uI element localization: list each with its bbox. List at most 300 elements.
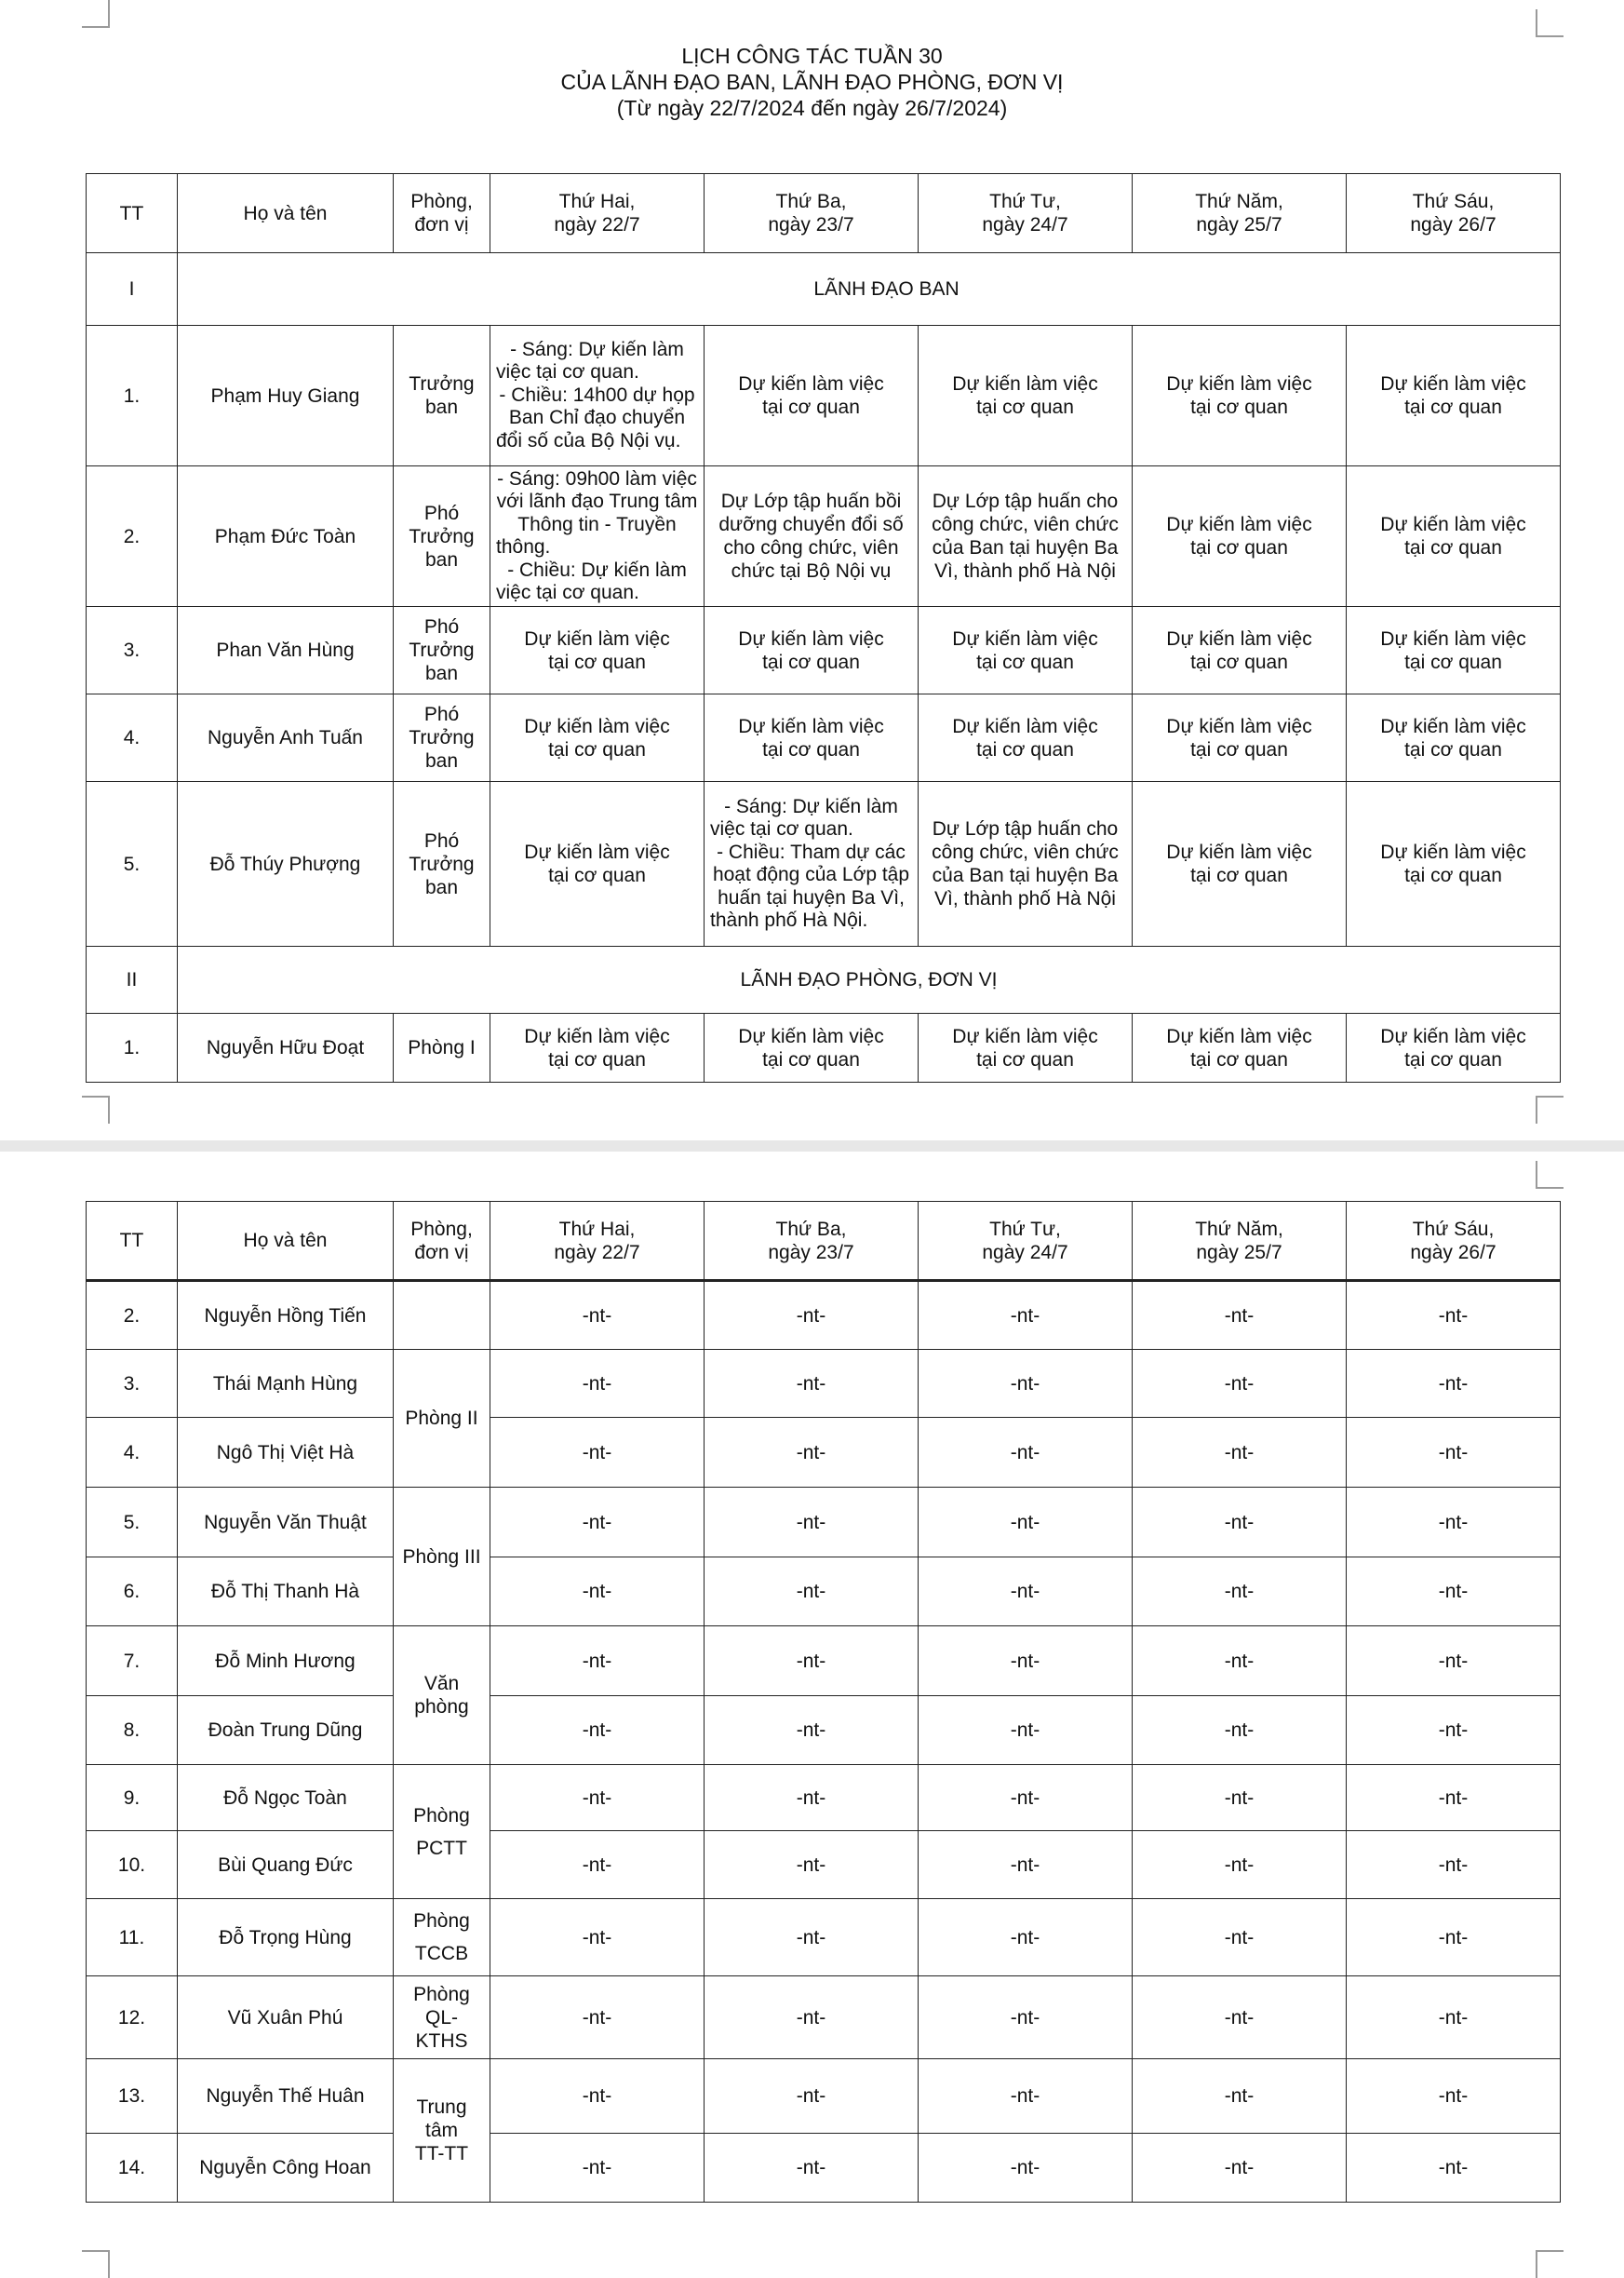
table-row [87,2134,1561,2203]
dept-line: tâm [424,2120,458,2141]
dept-line: Trưởng [409,640,475,661]
dept-cell [394,1626,490,1765]
schedule-cell-wednesday: -nt- [919,1831,1133,1899]
schedule-cell-monday: -nt- [490,1765,705,1831]
row-number: 4. [87,1418,178,1488]
dept-line: ban [424,397,459,418]
schedule-cell-friday [1347,694,1561,782]
schedule-cell-wednesday: -nt- [919,1696,1133,1765]
schedule-cell-wednesday [919,326,1133,466]
person-name: Vũ Xuân Phú [178,1976,394,2059]
schedule-line: Dự kiến làm việc [952,627,1098,650]
person-name: Nguyễn Công Hoan [178,2134,394,2203]
schedule-line: Dự kiến làm việc [952,373,1098,395]
table-row [87,1626,1561,1696]
dept-cell [394,694,490,782]
schedule-cell-wednesday: -nt- [919,1899,1133,1976]
dept-line: Phó [423,704,460,725]
schedule-cell-wednesday: -nt- [919,1976,1133,2059]
schedule-cell-wednesday [919,1014,1133,1083]
header-tt: TT [87,1202,178,1281]
header-date: ngày 26/7 [1410,214,1496,236]
crop-mark [1536,1096,1564,1124]
row-number: 7. [87,1626,178,1696]
schedule-cell-thursday [1133,607,1347,694]
schedule-cell-monday: -nt- [490,1281,705,1350]
table-row [87,1831,1561,1899]
schedule-line: Dự kiến làm việc [1380,373,1526,395]
person-name: Nguyễn Anh Tuấn [178,694,394,782]
dept-line: ban [424,750,459,772]
person-name: Thái Mạnh Hùng [178,1350,394,1418]
dept-cell [394,466,490,607]
header-day: Thứ Ba, [775,1218,847,1240]
header-day: Thứ Sáu, [1412,1218,1495,1240]
schedule-cell-tuesday: -nt- [705,1557,919,1626]
schedule-line: tại cơ quan [762,1048,860,1071]
header-monday [490,174,705,253]
table-row [87,1488,1561,1557]
dept-cell: Phòng I [394,1014,490,1083]
table-row [87,694,1561,782]
schedule-line: của Ban tại huyện Ba [932,865,1119,886]
schedule-line: tại cơ quan [548,738,646,761]
header-dept-line: đơn vị [414,214,469,236]
schedule-line: tại cơ quan [1404,537,1502,559]
dept-line: Phòng [413,1804,470,1826]
dept-line: Trưởng [409,373,475,395]
schedule-cell-tuesday: -nt- [705,1696,919,1765]
row-number: 2. [87,466,178,607]
dept-line: Phó [423,829,460,852]
row-number: 8. [87,1696,178,1765]
schedule-line: tại cơ quan [1190,865,1288,886]
header-date: ngày 23/7 [768,1241,854,1263]
schedule-line: - Sáng: Dự kiến làm việc tại cơ quan. [710,795,898,840]
dept-line: QL- [424,2006,458,2029]
header-monday [490,1202,705,1281]
person-name: Nguyễn Hữu Đoạt [178,1014,394,1083]
schedule-line: tại cơ quan [548,651,646,673]
schedule-cell-monday: -nt- [490,1976,705,2059]
header-day: Thứ Hai, [558,191,636,212]
header-date: ngày 22/7 [554,1241,640,1263]
schedule-cell-wednesday: -nt- [919,2134,1133,2203]
schedule-line: Dự kiến làm việc [524,715,670,737]
dept-cell [394,607,490,694]
schedule-cell-thursday: -nt- [1133,1976,1347,2059]
header-wednesday [919,1202,1133,1281]
person-name: Phan Văn Hùng [178,607,394,694]
schedule-line: của Ban tại huyện Ba [932,537,1119,559]
row-number: 2. [87,1281,178,1350]
person-name: Nguyễn Hồng Tiến [178,1281,394,1350]
header-name: Họ và tên [178,1202,394,1281]
schedule-cell-monday: -nt- [490,1418,705,1488]
schedule-line: tại cơ quan [548,1048,646,1071]
schedule-line: - Chiều: Tham dự các hoạt động của Lớp tập huấn tại huyện Ba Vì, thành phố Hà Nội. [710,841,910,931]
schedule-cell-thursday: -nt- [1133,1557,1347,1626]
schedule-cell-tuesday [705,694,919,782]
header-friday [1347,1202,1561,1281]
header-day: Thứ Sáu, [1412,191,1495,212]
schedule-line: công chức, viên chức [932,514,1119,535]
schedule-line: Dự kiến làm việc [1166,627,1312,650]
schedule-cell-friday: -nt- [1347,1831,1561,1899]
header-date: ngày 25/7 [1196,1241,1282,1263]
table-row [87,1696,1561,1765]
person-name: Đoàn Trung Dũng [178,1696,394,1765]
document-title [0,43,1624,121]
schedule-line: tại cơ quan [762,651,860,673]
schedule-cell-thursday [1133,466,1347,607]
schedule-cell-friday [1347,607,1561,694]
schedule-line: tại cơ quan [1404,651,1502,673]
schedule-cell-thursday: -nt- [1133,1765,1347,1831]
schedule-line: Dự kiến làm việc [1380,514,1526,535]
schedule-line: Dự Lớp tập huấn bồi [720,491,902,512]
header-tuesday [705,174,919,253]
person-name: Nguyễn Thế Huân [178,2059,394,2134]
dept-line: Phó [423,616,460,638]
schedule-line: Dự kiến làm việc [524,842,670,863]
schedule-cell-friday: -nt- [1347,1696,1561,1765]
section-number: II [87,947,178,1014]
schedule-cell-thursday [1133,782,1347,947]
row-number: 5. [87,782,178,947]
header-day: Thứ Tư, [989,1218,1061,1240]
schedule-cell-monday [490,1014,705,1083]
dept-line: TCCB [414,1943,469,1964]
person-name: Đỗ Trọng Hùng [178,1899,394,1976]
header-friday [1347,174,1561,253]
schedule-line: Dự kiến làm việc [1166,842,1312,863]
schedule-line: Dự kiến làm việc [952,1025,1098,1047]
schedule-cell-friday [1347,466,1561,607]
header-tuesday [705,1202,919,1281]
row-number: 3. [87,1350,178,1418]
person-name: Bùi Quang Đức [178,1831,394,1899]
schedule-line: tại cơ quan [1404,865,1502,886]
schedule-line: Dự kiến làm việc [1166,373,1312,395]
schedule-line: Dự kiến làm việc [1166,1025,1312,1047]
table-row [87,1014,1561,1083]
document-page-2 [0,1152,1624,2272]
schedule-line: Dự kiến làm việc [524,627,670,650]
schedule-line: Dự kiến làm việc [1380,715,1526,737]
header-day: Thứ Năm, [1195,1218,1283,1240]
person-name: Phạm Đức Toàn [178,466,394,607]
table-row [87,1281,1561,1350]
schedule-cell-tuesday: -nt- [705,1418,919,1488]
schedule-cell-tuesday: -nt- [705,1899,919,1976]
schedule-cell-monday [490,607,705,694]
row-number: 3. [87,607,178,694]
schedule-cell-wednesday: -nt- [919,1626,1133,1696]
header-date: ngày 25/7 [1196,214,1282,236]
schedule-cell-thursday: -nt- [1133,1418,1347,1488]
schedule-cell-monday: -nt- [490,1557,705,1626]
schedule-line: Dự kiến làm việc [1166,514,1312,535]
schedule-line: tại cơ quan [1404,397,1502,418]
dept-cell [394,1765,490,1899]
schedule-cell-wednesday: -nt- [919,1418,1133,1488]
schedule-line: Dự Lớp tập huấn cho [932,818,1119,840]
schedule-line: tại cơ quan [548,865,646,886]
table-row [87,607,1561,694]
header-dept-line: Phòng, [410,1218,473,1240]
crop-mark [82,2250,110,2278]
table-row [87,1557,1561,1626]
row-number: 1. [87,1014,178,1083]
person-name: Phạm Huy Giang [178,326,394,466]
header-row [87,174,1561,253]
schedule-cell-wednesday [919,466,1133,607]
row-number: 6. [87,1557,178,1626]
header-day: Thứ Năm, [1195,191,1283,212]
schedule-line: Dự Lớp tập huấn cho [932,491,1119,512]
schedule-cell-friday: -nt- [1347,1350,1561,1418]
title-line-1: LỊCH CÔNG TÁC TUẦN 30 [681,44,943,68]
schedule-cell-friday [1347,782,1561,947]
schedule-line: Vì, thành phố Hà Nội [934,560,1116,582]
table-row [87,326,1561,466]
schedule-line: - Chiều: 14h00 dự họp Ban Chỉ đạo chuyển đổi số của Bộ Nội vụ. [496,384,695,452]
schedule-line: - Sáng: 09h00 làm việc với lãnh đạo Trung tâm Thông tin - Truyền thông. [496,467,698,558]
schedule-cell-tuesday: -nt- [705,2134,919,2203]
section-number: I [87,253,178,326]
schedule-cell-wednesday: -nt- [919,1765,1133,1831]
schedule-line: - Chiều: Dự kiến làm việc tại cơ quan. [496,559,687,603]
schedule-cell-friday: -nt- [1347,1626,1561,1696]
schedule-cell-wednesday: -nt- [919,1350,1133,1418]
header-date: ngày 24/7 [982,214,1068,236]
schedule-line: tại cơ quan [976,1048,1074,1071]
table-row [87,2059,1561,2134]
schedule-cell-tuesday [705,326,919,466]
schedule-cell-thursday: -nt- [1133,1831,1347,1899]
row-number: 13. [87,2059,178,2134]
schedule-line: tại cơ quan [1190,738,1288,761]
dept-line: Trung [416,2096,467,2118]
header-dept-line: đơn vị [414,1241,469,1263]
header-date: ngày 24/7 [982,1241,1068,1263]
schedule-line: tại cơ quan [976,651,1074,673]
schedule-line: Dự kiến làm việc [738,627,884,650]
schedule-table-page-2 [86,1201,1561,2203]
header-thursday [1133,1202,1347,1281]
schedule-cell-monday: -nt- [490,1899,705,1976]
schedule-cell-thursday [1133,326,1347,466]
schedule-cell-monday [490,782,705,947]
schedule-cell-friday: -nt- [1347,2059,1561,2134]
schedule-cell-tuesday [705,466,919,607]
dept-line: ban [424,548,459,571]
schedule-cell-tuesday: -nt- [705,1765,919,1831]
schedule-cell-monday [490,466,705,607]
page-gap [0,1140,1624,1152]
person-name: Đỗ Ngọc Toàn [178,1765,394,1831]
crop-mark [1536,1161,1564,1189]
schedule-cell-friday: -nt- [1347,1765,1561,1831]
person-name: Ngô Thị Việt Hà [178,1418,394,1488]
header-day: Thứ Ba, [775,191,847,212]
schedule-line: tại cơ quan [762,397,860,418]
schedule-cell-wednesday: -nt- [919,2059,1133,2134]
person-name: Nguyễn Văn Thuật [178,1488,394,1557]
title-line-3: (Từ ngày 22/7/2024 đến ngày 26/7/2024) [616,96,1008,120]
crop-mark [82,1096,110,1124]
dept-line: Trưởng [409,727,475,748]
person-name: Đỗ Minh Hương [178,1626,394,1696]
schedule-cell-friday: -nt- [1347,1418,1561,1488]
schedule-line: chức tại Bộ Nội vụ [731,560,892,582]
dept-cell [394,1899,490,1976]
row-number: 12. [87,1976,178,2059]
table-row [87,1976,1561,2059]
schedule-cell-monday: -nt- [490,1831,705,1899]
schedule-cell-monday: -nt- [490,1488,705,1557]
schedule-line: Dự kiến làm việc [1166,715,1312,737]
schedule-cell-tuesday: -nt- [705,1488,919,1557]
dept-cell [394,1281,490,1350]
header-date: ngày 23/7 [768,214,854,236]
dept-line: PCTT [416,1837,467,1859]
schedule-cell-thursday [1133,694,1347,782]
header-day: Thứ Hai, [558,1218,636,1240]
header-date: ngày 22/7 [554,214,640,236]
dept-line: Trưởng [409,853,475,875]
schedule-cell-tuesday: -nt- [705,2059,919,2134]
schedule-cell-thursday: -nt- [1133,1626,1347,1696]
schedule-cell-thursday: -nt- [1133,1488,1347,1557]
schedule-line: Dự kiến làm việc [1380,1025,1526,1047]
row-number: 11. [87,1899,178,1976]
schedule-cell-thursday: -nt- [1133,2059,1347,2134]
schedule-cell-monday [490,326,705,466]
table-row [87,466,1561,607]
schedule-cell-tuesday: -nt- [705,1281,919,1350]
header-name: Họ và tên [178,174,394,253]
schedule-cell-friday: -nt- [1347,1488,1561,1557]
schedule-line: Dự kiến làm việc [738,373,884,395]
schedule-cell-thursday: -nt- [1133,1696,1347,1765]
schedule-cell-tuesday: -nt- [705,1350,919,1418]
schedule-line: Dự kiến làm việc [1380,842,1526,863]
dept-cell [394,2059,490,2203]
schedule-line: công chức, viên chức [932,842,1119,863]
schedule-cell-tuesday [705,1014,919,1083]
row-number: 9. [87,1765,178,1831]
header-date: ngày 26/7 [1410,1241,1496,1263]
dept-cell [394,782,490,947]
schedule-line: Dự kiến làm việc [952,715,1098,737]
schedule-cell-friday [1347,1014,1561,1083]
schedule-line: Dự kiến làm việc [524,1025,670,1047]
schedule-cell-tuesday: -nt- [705,1831,919,1899]
schedule-line: tại cơ quan [762,738,860,761]
crop-mark [1536,9,1564,37]
schedule-cell-tuesday [705,782,919,947]
schedule-line: Vì, thành phố Hà Nội [934,888,1116,910]
dept-cell [394,326,490,466]
schedule-line: tại cơ quan [1190,651,1288,673]
header-day: Thứ Tư, [989,191,1061,212]
section-label: LÃNH ĐẠO PHÒNG, ĐƠN VỊ [178,947,1561,1014]
schedule-line: tại cơ quan [1190,397,1288,418]
table-row [87,1765,1561,1831]
schedule-cell-thursday: -nt- [1133,1281,1347,1350]
schedule-cell-wednesday [919,694,1133,782]
dept-line: ban [424,876,459,898]
row-number: 4. [87,694,178,782]
schedule-cell-monday: -nt- [490,2059,705,2134]
header-dept-line: Phòng, [410,191,473,212]
schedule-cell-friday [1347,326,1561,466]
section-label: LÃNH ĐẠO BAN [178,253,1561,326]
schedule-cell-monday: -nt- [490,1696,705,1765]
dept-line: Văn [423,1673,460,1694]
schedule-cell-wednesday: -nt- [919,1281,1133,1350]
dept-line: Trưởng [409,525,475,547]
schedule-cell-tuesday: -nt- [705,1626,919,1696]
schedule-cell-friday: -nt- [1347,1899,1561,1976]
schedule-line: tại cơ quan [1190,537,1288,559]
header-wednesday [919,174,1133,253]
schedule-cell-wednesday [919,782,1133,947]
schedule-line: - Sáng: Dự kiến làm việc tại cơ quan. [496,338,684,384]
table-row [87,782,1561,947]
dept-cell [394,1976,490,2059]
dept-cell: Phòng III [394,1488,490,1626]
table-row [87,1899,1561,1976]
schedule-line: tại cơ quan [976,397,1074,418]
header-dept [394,174,490,253]
schedule-cell-friday: -nt- [1347,1976,1561,2059]
dept-line: Phòng [413,1910,470,1932]
table-row [87,1418,1561,1488]
person-name: Đỗ Thị Thanh Hà [178,1557,394,1626]
schedule-cell-thursday: -nt- [1133,1899,1347,1976]
schedule-cell-thursday [1133,1014,1347,1083]
row-number: 14. [87,2134,178,2203]
row-number: 5. [87,1488,178,1557]
schedule-cell-wednesday: -nt- [919,1557,1133,1626]
schedule-line: cho công chức, viên [723,537,899,559]
header-dept [394,1202,490,1281]
dept-line: Phó [423,502,460,524]
schedule-line: dưỡng chuyển đổi số [718,514,904,535]
dept-cell: Phòng II [394,1350,490,1488]
schedule-line: tại cơ quan [1404,738,1502,761]
schedule-cell-thursday: -nt- [1133,1350,1347,1418]
schedule-line: Dự kiến làm việc [1380,627,1526,650]
crop-mark [1536,2250,1564,2278]
section-row-leadership [87,253,1561,326]
dept-line: KTHS [415,2029,468,2052]
dept-line: TT-TT [414,2143,469,2164]
schedule-cell-thursday: -nt- [1133,2134,1347,2203]
title-line-2: CỦA LÃNH ĐẠO BAN, LÃNH ĐẠO PHÒNG, ĐƠN VỊ [560,70,1064,94]
schedule-cell-friday: -nt- [1347,2134,1561,2203]
schedule-cell-wednesday [919,607,1133,694]
row-number: 10. [87,1831,178,1899]
schedule-line: tại cơ quan [1190,1048,1288,1071]
person-name: Đỗ Thúy Phượng [178,782,394,947]
schedule-line: tại cơ quan [1404,1048,1502,1071]
schedule-cell-monday: -nt- [490,2134,705,2203]
schedule-cell-friday: -nt- [1347,1281,1561,1350]
